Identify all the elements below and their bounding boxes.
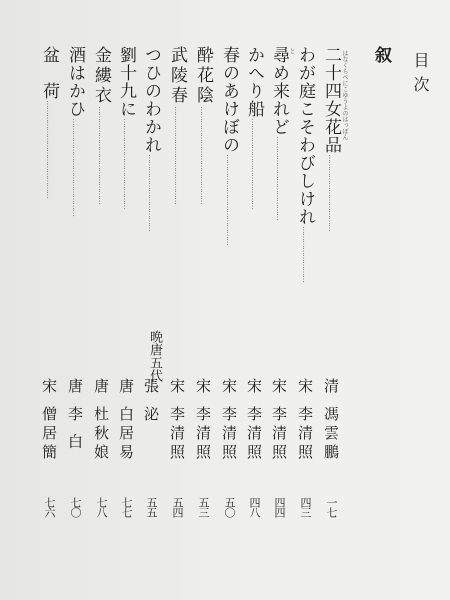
entry-title: かへり船 — [244, 46, 264, 118]
entry-page: 七七 — [120, 497, 133, 517]
leader-dots: …………………………………… — [173, 106, 182, 204]
toc-entry — [243, 46, 265, 338]
entry-title: 酔花陰 — [193, 46, 213, 106]
entry-page: 五五 — [145, 497, 158, 517]
toc-entry — [38, 46, 60, 330]
toc-entry — [140, 46, 162, 334]
toc-entry — [90, 46, 112, 336]
entry-author: 宋 李清照 — [296, 378, 314, 463]
entry-ruby: と — [288, 48, 295, 54]
entry-title: 金縷衣 — [91, 46, 111, 106]
entry-title: つひのわかれ — [141, 46, 161, 154]
toc-entry — [218, 46, 240, 329]
entry-title: 酒はかひ — [65, 46, 85, 118]
leader-dots: ………………………………… — [122, 118, 131, 209]
entry-author: 宋 李清照 — [194, 378, 212, 463]
leader-dots: ………………………………… — [225, 154, 234, 245]
leader-dots: …………………………………… — [71, 118, 80, 216]
toc-entry — [166, 46, 188, 336]
entry-title: 盆 荷 — [39, 46, 59, 100]
entry-title: わが庭こそわびしけれ — [295, 46, 315, 226]
toc-entry — [192, 46, 214, 336]
entry-author: 清 馮雲鵬 — [322, 378, 340, 463]
entry-page: 四八 — [248, 497, 261, 517]
entry-title: 武陵春 — [167, 46, 187, 106]
entry-author: 唐 杜秋娘 — [92, 378, 110, 463]
entry-page: 七八 — [95, 497, 108, 517]
leader-dots: …………………………… — [327, 154, 336, 231]
toc-heading: 目次 — [411, 52, 430, 100]
leader-dots: ………………………………… — [250, 118, 259, 209]
entry-author: 張 泌 — [142, 378, 160, 425]
toc-entry — [115, 46, 137, 348]
entry-page: 五四 — [171, 497, 184, 517]
leader-dots: …………………………………… — [199, 106, 208, 204]
entry-author: 宋 李清照 — [245, 378, 263, 463]
entry-ruby: はなくらべにこゆうよのはっぽん — [341, 50, 348, 140]
entry-author: 宋 李清照 — [270, 378, 288, 463]
entry-page: 四四 — [273, 497, 286, 517]
entry-title: 劉十九に — [116, 46, 136, 118]
entry-page: 一七 — [325, 497, 338, 517]
entry-author: 宋 李清照 — [220, 378, 238, 463]
entry-page: 七〇 — [69, 497, 82, 517]
toc-entry — [294, 46, 316, 326]
toc-entry — [268, 46, 290, 336]
toc-entry — [64, 46, 86, 348]
leader-dots: …………………… — [301, 226, 310, 282]
entry-title: 春のあけぼの — [219, 46, 239, 154]
leader-dots: …………………………………… — [97, 106, 106, 204]
entry-author: 宋 僧居簡 — [40, 378, 58, 463]
entry-era: 晩唐五代 — [147, 330, 162, 382]
entry-author: 唐 白居易 — [117, 378, 135, 463]
entry-author: 唐 李 白 — [66, 378, 84, 453]
entry-title: 二十四女花品 — [321, 46, 341, 154]
entry-page: 四三 — [299, 497, 312, 517]
leader-dots: …………………………… — [147, 154, 156, 231]
entry-page: 七六 — [43, 497, 56, 517]
entry-title: 尋め来れど — [269, 46, 289, 136]
toc-entry — [320, 46, 342, 324]
entry-page: 五三 — [197, 497, 210, 517]
leader-dots: …………………………………… — [45, 100, 54, 198]
leader-dots: ……………………………… — [275, 136, 284, 220]
preface-entry: 叙 — [371, 46, 391, 63]
entry-author: 宋 李清照 — [168, 378, 186, 463]
entry-page: 五〇 — [223, 497, 236, 517]
